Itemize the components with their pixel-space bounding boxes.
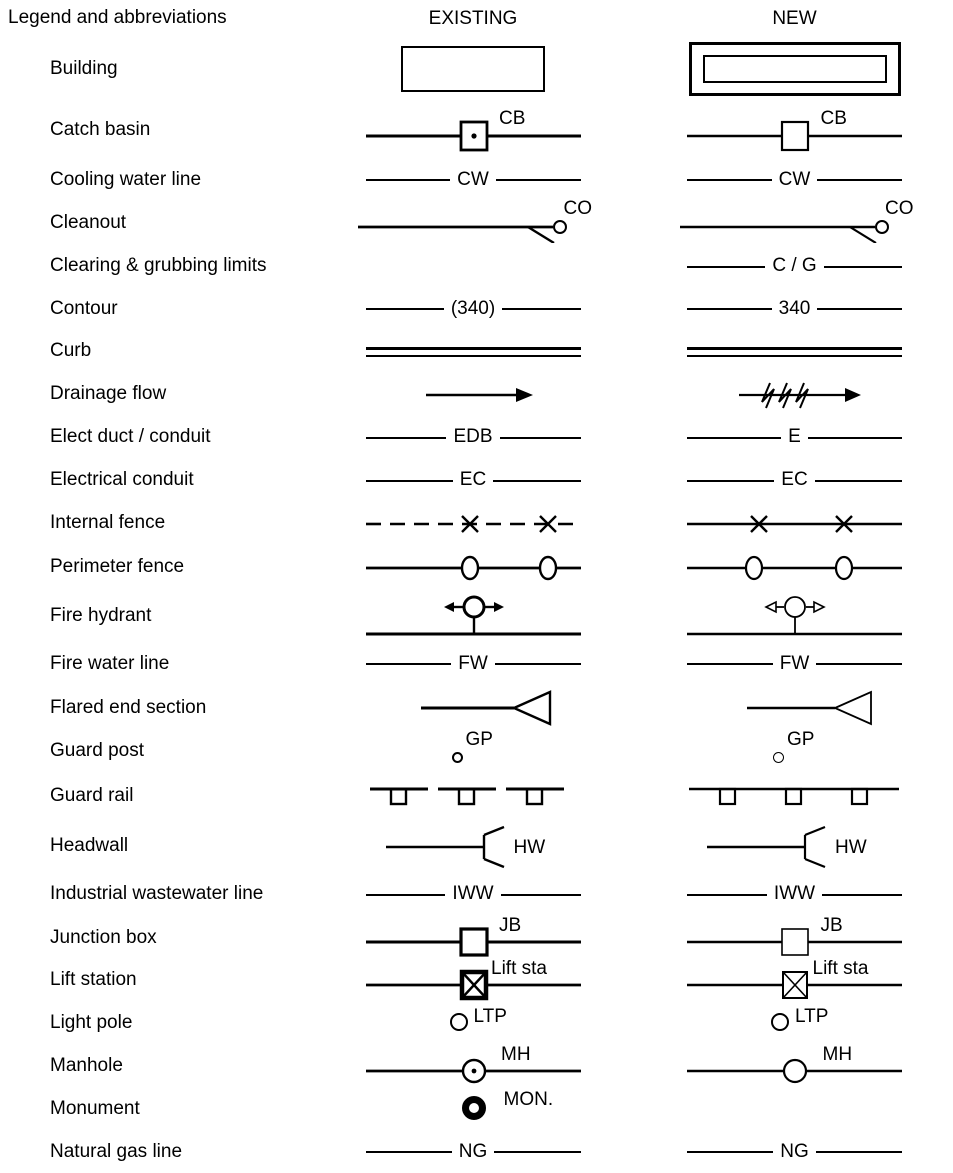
light-pole-existing-circle-icon [450, 1013, 468, 1031]
junction-box-new-symbol [687, 916, 902, 960]
building-new-symbol [689, 42, 901, 96]
row-elect-duct-conduit [0, 416, 953, 459]
clearing-grubbing-new-label: C / G [772, 255, 817, 276]
headwall-new-label: HW [835, 836, 867, 858]
guard-post-new-label: GP [787, 729, 815, 750]
row-curb [0, 330, 953, 373]
row-label: Natural gas line [50, 1140, 183, 1162]
cleanout-new-symbol [680, 203, 910, 243]
contour-new-label: 340 [778, 297, 811, 319]
internal-fence-existing-symbol [366, 510, 581, 538]
row-natural-gas-line [0, 1130, 953, 1173]
row-headwall [0, 821, 953, 872]
cooling-water-new-label: CW [778, 168, 811, 190]
row-label: Light pole [50, 1012, 133, 1034]
row-label: Internal fence [50, 512, 166, 534]
manhole-existing-label: MH [501, 1043, 531, 1065]
row-monument [0, 1088, 953, 1130]
cooling-water-existing-label: CW [457, 168, 489, 190]
headwall-new-symbol [687, 824, 902, 870]
row-label: Manhole [50, 1055, 123, 1077]
column-existing-title: EXISTING [428, 8, 518, 29]
catch-basin-existing-label: CB [499, 107, 526, 129]
light-pole-existing-label: LTP [473, 1005, 507, 1027]
row-label: Guard post [50, 739, 144, 761]
cleanout-existing-symbol [358, 203, 588, 243]
row-label: Cleanout [50, 211, 127, 233]
light-pole-new-label: LTP [795, 1005, 829, 1027]
building-existing-symbol [401, 46, 545, 92]
row-guard-post [0, 730, 953, 772]
internal-fence-new-symbol [687, 510, 902, 538]
elect-duct-new-symbol [687, 428, 902, 447]
headwall-existing-label: HW [513, 836, 546, 858]
headwall-existing-symbol [366, 824, 581, 870]
drainage-flow-existing-symbol [366, 383, 581, 407]
row-cooling-water-line [0, 159, 953, 201]
iww-existing-symbol [366, 885, 581, 904]
natural-gas-new-label: NG [780, 1140, 809, 1162]
row-label: Flared end section [50, 696, 207, 718]
cooling-water-new-symbol [687, 168, 902, 190]
row-label: Drainage flow [50, 383, 167, 405]
guard-rail-existing-symbol [366, 783, 581, 811]
fire-water-existing-symbol [366, 652, 581, 674]
legend-title: Legend and abbreviations [8, 7, 227, 28]
junction-box-existing-label: JB [499, 915, 522, 936]
iww-new-symbol [687, 885, 902, 904]
lift-station-new-label: Lift sta [812, 957, 869, 979]
row-electrical-conduit [0, 459, 953, 502]
elect-duct-new-label: E [788, 426, 801, 447]
row-junction-box [0, 917, 953, 959]
cleanout-new-label: CO [885, 198, 914, 219]
cooling-water-existing-symbol [366, 168, 581, 190]
electrical-conduit-existing-label: EC [459, 469, 487, 490]
guard-rail-new-symbol [687, 783, 902, 811]
row-label: Industrial wastewater line [50, 883, 264, 905]
row-label: Curb [50, 340, 92, 362]
guard-post-new-circle-icon [773, 752, 784, 763]
lift-station-existing-label: Lift sta [491, 957, 547, 979]
row-flared-end-section [0, 686, 953, 730]
row-guard-rail [0, 772, 953, 821]
monument-new-empty [687, 1088, 902, 1130]
row-fire-hydrant [0, 590, 953, 642]
elect-duct-existing-symbol [366, 428, 581, 447]
row-label: Fire water line [50, 652, 170, 674]
legend-header [0, 0, 953, 36]
row-cleanout [0, 198, 953, 245]
guard-post-existing-circle-icon [452, 752, 463, 763]
fire-water-new-label: FW [779, 652, 810, 674]
row-industrial-wastewater-line [0, 872, 953, 917]
fire-hydrant-new-symbol [687, 592, 902, 640]
row-label: Elect duct / conduit [50, 426, 211, 448]
row-label: Electrical conduit [50, 469, 194, 491]
contour-existing-symbol [366, 297, 581, 319]
row-label: Lift station [50, 969, 137, 991]
row-lift-station [0, 959, 953, 1002]
iww-new-label: IWW [773, 883, 816, 904]
guard-post-existing-label: GP [465, 729, 493, 750]
natural-gas-new-symbol [687, 1140, 902, 1162]
row-contour [0, 288, 953, 330]
row-label: Clearing & grubbing limits [50, 255, 267, 277]
clearing-grubbing-new-symbol [687, 257, 902, 276]
row-perimeter-fence [0, 545, 953, 590]
manhole-new-symbol [687, 1045, 902, 1089]
row-internal-fence [0, 502, 953, 545]
natural-gas-existing-symbol [366, 1140, 581, 1162]
cleanout-existing-label: CO [563, 198, 592, 219]
contour-new-symbol [687, 297, 902, 319]
natural-gas-existing-label: NG [458, 1140, 488, 1162]
row-label: Contour [50, 297, 118, 319]
perimeter-fence-new-symbol [687, 554, 902, 582]
monument-existing-label: MON. [503, 1089, 554, 1110]
row-label: Building [50, 57, 118, 79]
row-fire-water-line [0, 642, 953, 686]
row-label: Guard rail [50, 785, 134, 807]
catch-basin-existing-symbol [366, 109, 581, 153]
row-label: Junction box [50, 926, 157, 948]
lift-station-new-symbol [687, 959, 902, 1003]
row-manhole [0, 1045, 953, 1088]
curb-existing-symbol [366, 347, 581, 357]
junction-box-existing-symbol [366, 916, 581, 960]
curb-new-symbol [687, 347, 902, 357]
electrical-conduit-existing-symbol [366, 471, 581, 490]
drainage-flow-new-symbol [687, 380, 902, 410]
fire-water-existing-label: FW [458, 652, 488, 674]
iww-existing-label: IWW [452, 883, 494, 904]
fire-water-new-symbol [687, 652, 902, 674]
manhole-existing-symbol [366, 1045, 581, 1089]
flared-end-existing-symbol [366, 688, 581, 728]
electrical-conduit-new-label: EC [781, 469, 808, 490]
electrical-conduit-new-symbol [687, 471, 902, 490]
manhole-new-label: MH [822, 1043, 853, 1065]
row-clearing-grubbing-limits [0, 245, 953, 288]
light-pole-new-circle-icon [771, 1013, 789, 1031]
catch-basin-new-symbol [687, 109, 902, 153]
flared-end-new-symbol [687, 688, 902, 728]
building-new-inner-box [703, 55, 887, 83]
perimeter-fence-existing-symbol [366, 554, 581, 582]
junction-box-new-label: JB [820, 915, 843, 936]
lift-station-existing-symbol [366, 959, 581, 1003]
row-drainage-flow [0, 373, 953, 416]
column-new-title: NEW [772, 8, 817, 29]
monument-existing-ring-icon [462, 1096, 486, 1120]
contour-existing-label: (340) [450, 297, 496, 319]
row-label: Monument [50, 1097, 140, 1119]
row-label: Fire hydrant [50, 604, 152, 626]
catch-basin-new-label: CB [820, 107, 847, 129]
fire-hydrant-existing-symbol [366, 592, 581, 640]
row-label: Cooling water line [50, 168, 202, 190]
row-catch-basin [0, 102, 953, 159]
row-label: Headwall [50, 835, 129, 857]
elect-duct-existing-label: EDB [453, 426, 493, 447]
row-building [0, 36, 953, 102]
row-light-pole [0, 1002, 953, 1045]
row-label: Catch basin [50, 119, 151, 141]
row-label: Perimeter fence [50, 556, 185, 578]
